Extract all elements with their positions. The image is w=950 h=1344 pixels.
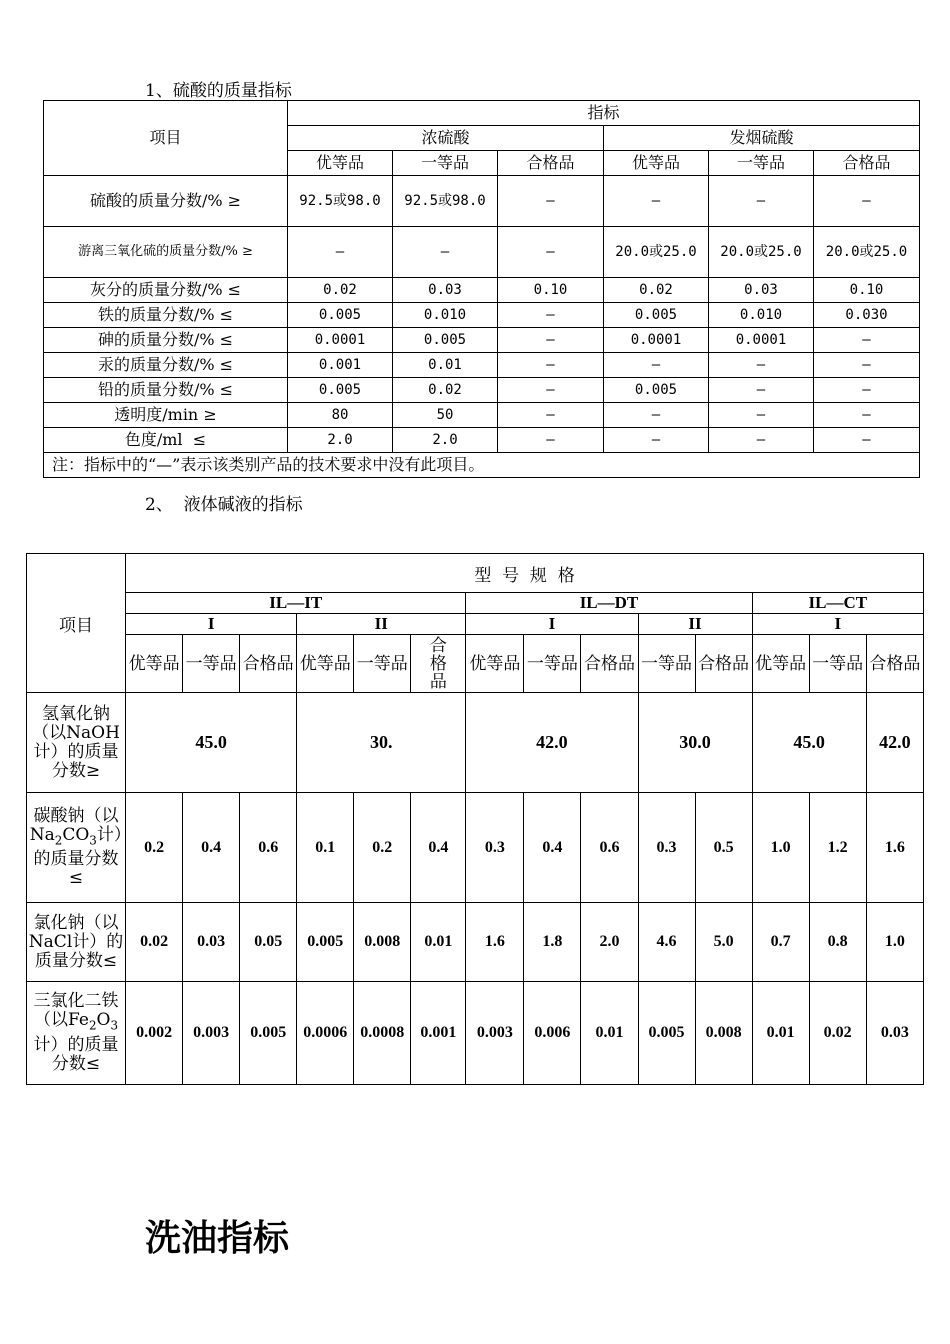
table-cell: 0.0001: [288, 328, 393, 353]
table-row: [44, 328, 920, 353]
table-cell: 0.001: [411, 982, 466, 1085]
table-cell: 4.6: [638, 903, 695, 982]
grade-header: 一等品: [638, 635, 695, 693]
label-text: 计）的质量分数≤: [33, 824, 123, 889]
table-cell: —: [288, 227, 393, 278]
table-cell: —: [604, 176, 709, 227]
table-cell: 2.0: [581, 903, 638, 982]
table-cell: 20.0或25.0: [604, 227, 709, 278]
row-label: 氯化钠（以NaCl计）的质量分数≤: [27, 903, 126, 982]
table-cell: 0.03: [709, 278, 814, 303]
table-cell: 45.0: [126, 693, 297, 793]
row-label: [27, 982, 126, 1085]
table-cell: 0.005: [393, 328, 498, 353]
table-cell: 0.003: [466, 982, 524, 1085]
table-cell: —: [393, 227, 498, 278]
table-cell: 0.010: [393, 303, 498, 328]
table-cell: 0.01: [393, 353, 498, 378]
table-cell: 0.02: [809, 982, 866, 1085]
table-cell: 0.8: [809, 903, 866, 982]
table-cell: 42.0: [466, 693, 638, 793]
group-header-concentrated: 浓硫酸: [288, 126, 604, 151]
grade-header: 一等品: [524, 635, 581, 693]
row-label: 汞的质量分数/% ≤: [44, 353, 288, 378]
table-cell: 0.005: [604, 303, 709, 328]
table-cell: —: [498, 176, 604, 227]
table-cell: 80: [288, 403, 393, 428]
class-header: I: [752, 614, 923, 635]
grade-header: 合格品: [240, 635, 297, 693]
grade-header: 优等品: [297, 635, 354, 693]
table-cell: —: [709, 428, 814, 453]
grade-header: 优等品: [752, 635, 809, 693]
table-cell: 0.4: [411, 793, 466, 903]
table-cell: 0.005: [604, 378, 709, 403]
table-cell: 0.0006: [297, 982, 354, 1085]
table-cell: 1.6: [866, 793, 923, 903]
wash-oil-section-title: 洗油指标: [145, 1218, 290, 1259]
table-cell: 0.3: [638, 793, 695, 903]
table-cell: 0.0001: [709, 328, 814, 353]
table-cell: 0.030: [814, 303, 920, 328]
table-cell: —: [814, 176, 920, 227]
label-subscript: 3: [110, 1018, 119, 1033]
table-cell: —: [498, 303, 604, 328]
table-cell: 0.005: [297, 903, 354, 982]
model-header: IL—IT: [126, 593, 466, 614]
grade-header: 一等品: [809, 635, 866, 693]
sulfuric-acid-quality-table: [43, 100, 920, 478]
table-cell: 2.0: [288, 428, 393, 453]
grade-header: 一等品: [393, 151, 498, 176]
row-label: 色度/ml ≤: [44, 428, 288, 453]
label-subscript: 2: [54, 833, 63, 848]
grade-header: 优等品: [604, 151, 709, 176]
grade-header: 合格品: [814, 151, 920, 176]
table-cell: 0.7: [752, 903, 809, 982]
table-cell: 0.006: [524, 982, 581, 1085]
grade-header: 优等品: [288, 151, 393, 176]
grade-header: 优等品: [126, 635, 183, 693]
row-label: 硫酸的质量分数/% ≥: [44, 176, 288, 227]
table-cell: 0.03: [393, 278, 498, 303]
table-cell: 0.005: [240, 982, 297, 1085]
table-cell: 0.6: [581, 793, 638, 903]
table-cell: 0.003: [183, 982, 240, 1085]
class-header: I: [126, 614, 297, 635]
caustic-soda-section-title: 2、 液体碱液的指标: [145, 495, 303, 515]
table-cell: 1.0: [752, 793, 809, 903]
indicator-header: 指标: [288, 101, 920, 126]
label-text: 计）的质量分数≤: [33, 1034, 119, 1074]
table-cell: 5.0: [695, 903, 752, 982]
table-cell: 30.0: [638, 693, 752, 793]
table-cell: 42.0: [866, 693, 923, 793]
table-cell: 0.01: [752, 982, 809, 1085]
row-label: 砷的质量分数/% ≤: [44, 328, 288, 353]
table-cell: 0.0001: [604, 328, 709, 353]
table-cell: —: [709, 353, 814, 378]
table-cell: —: [814, 428, 920, 453]
table-cell: 0.02: [393, 378, 498, 403]
table-cell: 0.3: [466, 793, 524, 903]
table-cell: —: [498, 353, 604, 378]
table-cell: 0.008: [354, 903, 411, 982]
table-row: [27, 793, 924, 903]
table-cell: 0.03: [866, 982, 923, 1085]
item-header: 项目: [44, 101, 288, 176]
grade-header: 合格品: [498, 151, 604, 176]
grade-header: 一等品: [183, 635, 240, 693]
table-cell: 45.0: [752, 693, 866, 793]
table-cell: 0.008: [695, 982, 752, 1085]
table-cell: —: [814, 328, 920, 353]
table-cell: —: [498, 403, 604, 428]
table-cell: —: [709, 176, 814, 227]
table-note: 注：指标中的“—”表示该类别产品的技术要求中没有此项目。: [44, 453, 920, 478]
table-cell: —: [709, 403, 814, 428]
class-header: II: [297, 614, 466, 635]
table-cell: 1.0: [866, 903, 923, 982]
row-label: 铅的质量分数/% ≤: [44, 378, 288, 403]
table-cell: 0.01: [411, 903, 466, 982]
class-header: II: [638, 614, 752, 635]
table-cell: 1.6: [466, 903, 524, 982]
table-cell: 0.4: [183, 793, 240, 903]
table-row: [44, 278, 920, 303]
grade-header: 一等品: [709, 151, 814, 176]
row-label: 灰分的质量分数/% ≤: [44, 278, 288, 303]
table-cell: 0.10: [814, 278, 920, 303]
grade-header: 合格品: [866, 635, 923, 693]
table-cell: 0.03: [183, 903, 240, 982]
table-cell: —: [498, 328, 604, 353]
table-cell: —: [604, 428, 709, 453]
liquid-caustic-soda-table: [26, 553, 924, 1085]
group-header-fuming: 发烟硫酸: [604, 126, 920, 151]
table-row: [44, 227, 920, 278]
model-header: IL—CT: [752, 593, 923, 614]
table-row: [27, 903, 924, 982]
table-cell: 20.0或25.0: [814, 227, 920, 278]
table-cell: 0.02: [288, 278, 393, 303]
label-text: 三氯化二铁（以Fe: [33, 991, 119, 1031]
table-cell: 0.001: [288, 353, 393, 378]
grade-header: 一等品: [354, 635, 411, 693]
grade-header: 合格品: [581, 635, 638, 693]
table-cell: 0.0008: [354, 982, 411, 1085]
table-cell: —: [498, 227, 604, 278]
table-cell: 92.5或98.0: [393, 176, 498, 227]
table-cell: 20.0或25.0: [709, 227, 814, 278]
table-cell: —: [814, 378, 920, 403]
table-cell: 92.5或98.0: [288, 176, 393, 227]
table-cell: 0.6: [240, 793, 297, 903]
table-cell: —: [814, 403, 920, 428]
table-row: [44, 353, 920, 378]
table-row: [44, 378, 920, 403]
table-cell: —: [498, 428, 604, 453]
table-cell: —: [814, 353, 920, 378]
table-cell: 0.2: [126, 793, 183, 903]
table-cell: 2.0: [393, 428, 498, 453]
row-label: 游离三氧化硫的质量分数/% ≥: [44, 227, 288, 278]
table-cell: 0.010: [709, 303, 814, 328]
label-subscript: 2: [88, 1018, 97, 1033]
table-row: [44, 176, 920, 227]
table-row: [27, 982, 924, 1085]
class-header: I: [466, 614, 638, 635]
table-cell: 1.8: [524, 903, 581, 982]
table-cell: —: [498, 378, 604, 403]
table-cell: 50: [393, 403, 498, 428]
table-cell: 0.02: [126, 903, 183, 982]
table-cell: 0.05: [240, 903, 297, 982]
item-header: 项目: [27, 554, 126, 693]
table-cell: —: [604, 353, 709, 378]
model-header: IL—DT: [466, 593, 752, 614]
table-cell: 30.: [297, 693, 466, 793]
label-subscript: 3: [89, 833, 97, 848]
label-text: 碳酸钠（以Na: [29, 805, 119, 845]
table-cell: —: [709, 378, 814, 403]
table-cell: —: [604, 403, 709, 428]
row-label: 氢氧化钠（以NaOH计）的质量分数≥: [27, 693, 126, 793]
row-label: 铁的质量分数/% ≤: [44, 303, 288, 328]
table-cell: 0.2: [354, 793, 411, 903]
table-row: [27, 693, 924, 793]
table-cell: 0.005: [288, 303, 393, 328]
grade-header: 合格品: [411, 635, 466, 693]
table-cell: 0.002: [126, 982, 183, 1085]
row-label: 透明度/min ≥: [44, 403, 288, 428]
table-row: [44, 303, 920, 328]
table-cell: 0.1: [297, 793, 354, 903]
table-cell: 0.10: [498, 278, 604, 303]
spec-header: 型 号 规 格: [126, 554, 924, 593]
row-label: [27, 793, 126, 903]
table-row: [44, 428, 920, 453]
table-cell: 0.01: [581, 982, 638, 1085]
table-cell: 0.02: [604, 278, 709, 303]
table-cell: 0.005: [638, 982, 695, 1085]
table-cell: 0.5: [695, 793, 752, 903]
sulfuric-acid-section-title: 1、硫酸的质量指标: [145, 81, 292, 101]
table-cell: 1.2: [809, 793, 866, 903]
table-cell: 0.005: [288, 378, 393, 403]
table-cell: 0.4: [524, 793, 581, 903]
label-text: O: [96, 1010, 111, 1031]
label-text: CO: [62, 824, 90, 845]
grade-header: 优等品: [466, 635, 524, 693]
table-row: [44, 403, 920, 428]
grade-header: 合格品: [695, 635, 752, 693]
